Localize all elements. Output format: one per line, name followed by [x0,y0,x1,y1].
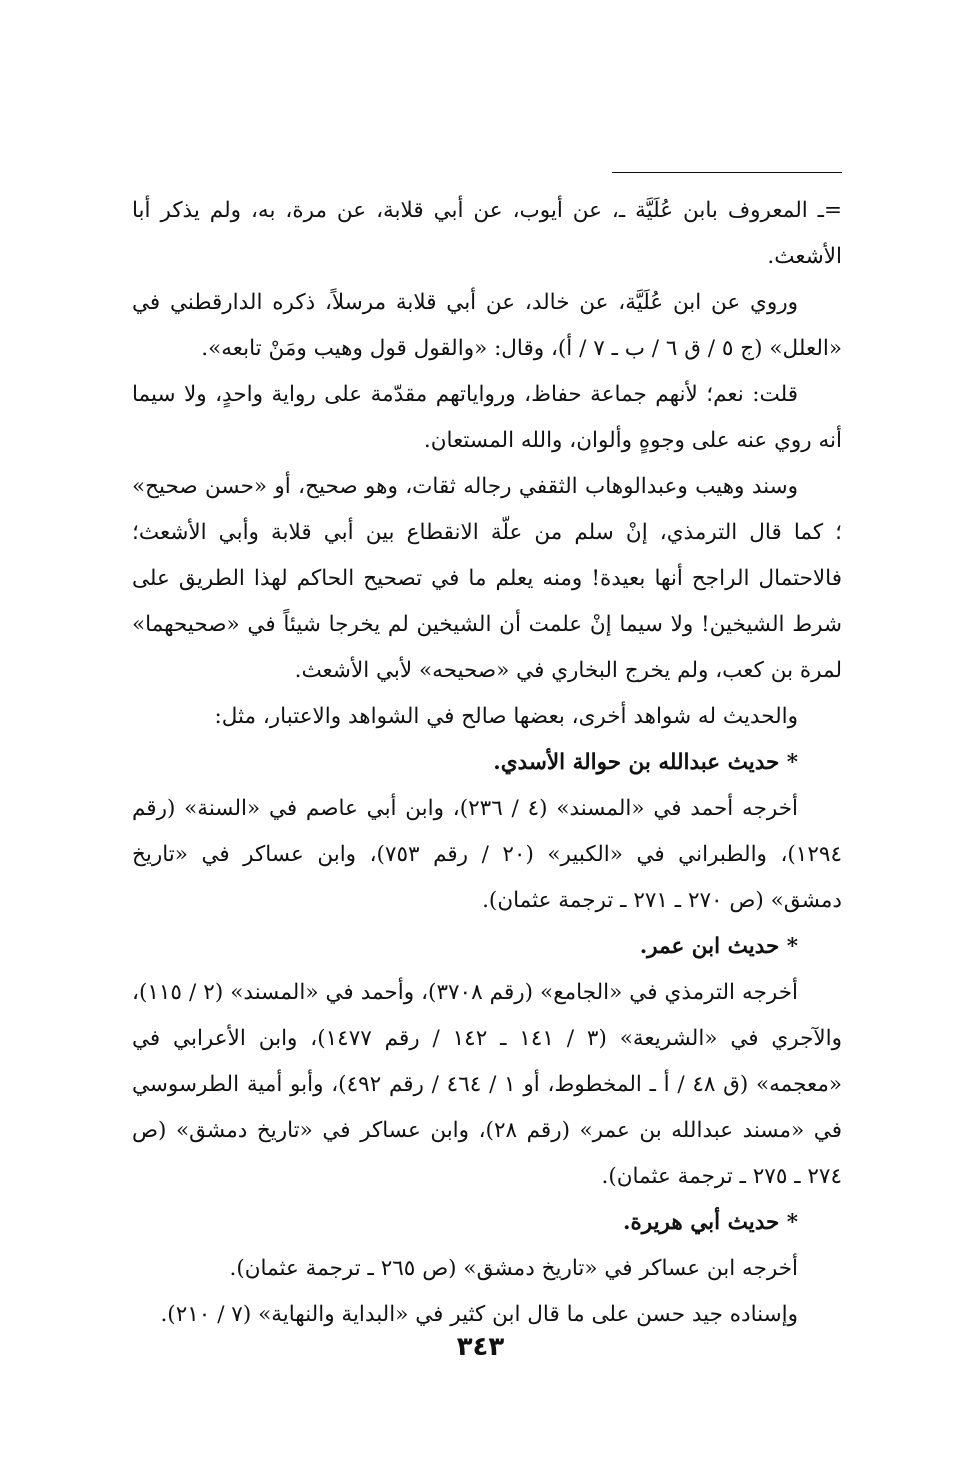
hadith-heading-ibn-umar: * حديث ابن عمر. [639,934,798,959]
footnote-paragraph-continuation: =ـ المعروف بابن عُلَيَّة ـ، عن أيوب، عن أبي قلابة، عن مرة، به، ولم يذكر أبا الأشعث. [132,198,842,269]
footnote-paragraph: والحديث له شواهد أخرى، بعضها صالح في الشواهد والاعتبار، مثل: [214,704,798,729]
page-number: ٣٤٣ [456,1332,505,1362]
footnote-paragraph: وروي عن ابن عُلَيَّة، عن خالد، عن أبي قلابة مرسلاً، ذكره الدارقطني في «العلل» (ج ٥ / ق ٦ / ب ـ ٧ / أ)، وقال: «والقول قول وهيب ومَنْ تابعه». [132,290,842,361]
footnote-paragraph: أخرجه أحمد في «المسند» (٤ / ٢٣٦)، وابن أبي عاصم في «السنة» (رقم ١٢٩٤)، والطبراني في «الكبير» (٢٠ / رقم ٧٥٣)، وابن عساكر في «تاريخ دمشق» (ص ٢٧٠ ـ ٢٧١ ـ ترجمة عثمان). [132,796,842,913]
hadith-heading-abu-hurayra: * حديث أبي هريرة. [622,1210,798,1235]
hadith-heading-abdullah-ibn-hawala: * حديث عبدالله بن حوالة الأسدي. [493,750,798,775]
footnote-paragraph: أخرجه ابن عساكر في «تاريخ دمشق» (ص ٢٦٥ ـ ترجمة عثمان). [229,1256,798,1281]
footnote-separator-line [612,172,842,173]
footnote-text-block [132,188,842,1338]
footnote-paragraph: قلت: نعم؛ لأنهم جماعة حفاظ، ورواياتهم مقدّمة على رواية واحدٍ، ولا سيما أنه روي عنه على وجوهٍ وألوان، والله المستعان. [132,382,842,453]
footnote-paragraph: وسند وهيب وعبدالوهاب الثقفي رجاله ثقات، وهو صحيح، أو «حسن صحيح» ؛ كما قال الترمذي، إنْ سلم من علّة الانقطاع بين أبي قلابة وأبي الأشعث؛ فالاحتمال الراجح أنها بعيدة! ومنه يعلم ما في تصحيح الحاكم لهذا الطريق على شرط الشيخين! ولا سيما إنْ علمت أن الشيخين لم يخرجا شيئاً في «صحيحهما» لمرة بن كعب، ولم يخرج البخاري في «صحيحه» لأبي الأشعث. [132,474,842,683]
footnote-paragraph: أخرجه الترمذي في «الجامع» (رقم ٣٧٠٨)، وأحمد في «المسند» (٢ / ١١٥)، والآجري في «الشريعة» (٣ / ١٤١ ـ ١٤٢ / رقم ١٤٧٧)، وابن الأعرابي في «معجمه» (ق ٤٨ / أ ـ المخطوط، أو ١ / ٤٦٤ / رقم ٤٩٢)، وأبو أمية الطرسوسي في «مسند عبدالله بن عمر» (رقم ٢٨)، وابن عساكر في «تاريخ دمشق» (ص ٢٧٤ ـ ٢٧٥ ـ ترجمة عثمان). [132,980,843,1189]
footnote-paragraph: وإسناده جيد حسن على ما قال ابن كثير في «البداية والنهاية» (٧ / ٢١٠). [160,1302,798,1327]
